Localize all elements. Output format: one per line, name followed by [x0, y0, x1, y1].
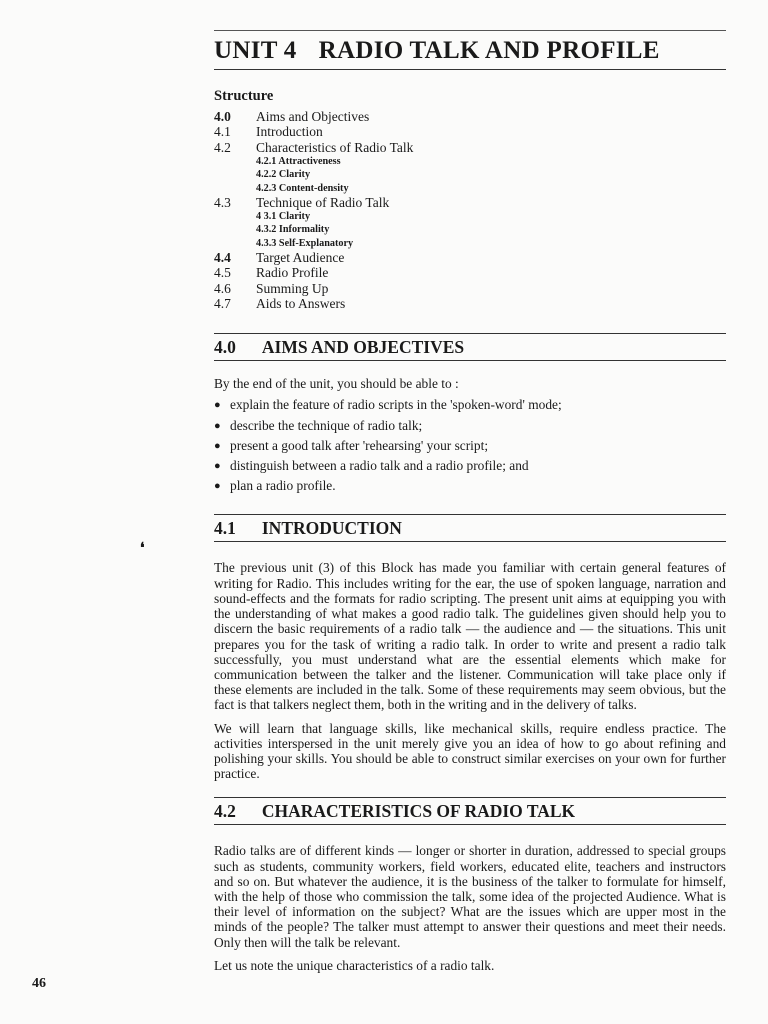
- aims-list: [214, 395, 726, 496]
- bullet-icon: ●: [214, 480, 221, 493]
- structure-subitem: 4.3.3 Self-Explanatory: [256, 237, 354, 249]
- structure-item: [214, 109, 726, 124]
- margin-mark: ❛: [140, 541, 145, 556]
- structure-item-label: Characteristics of Radio Talk: [256, 139, 414, 155]
- list-item: ● describe the technique of radio talk;: [214, 416, 726, 436]
- page-number: 46: [32, 976, 46, 991]
- structure-item: [214, 140, 726, 155]
- section-title: CHARACTERISTICS OF RADIO TALK: [261, 801, 576, 822]
- structure-item-number: 4.2: [214, 139, 231, 155]
- characteristics-body: [214, 843, 726, 973]
- structure-item: [214, 195, 726, 210]
- structure-subitem: 4.3.2 Informality: [256, 224, 330, 236]
- structure-item-label: Summing Up: [256, 280, 329, 296]
- structure-item-label: Aids to Answers: [256, 296, 346, 312]
- introduction-body: [214, 560, 726, 781]
- section-4-1-heading: [214, 514, 726, 542]
- section-number: 4.0: [214, 337, 236, 358]
- paragraph: Radio talks are of different kinds — longer or shorter in duration, addressed to special groups such as students, community workers, field workers, educated elite, teachers and instructors and so on. But whatever the audience, it is the business of the talker to formulate for himself, with the help of those who commission the talk, some idea of the projected Audience. What is their level of information on the subject? What are the issues which are upper most in the minds of the people? The talker must attempt to answer their questions and meet their needs. Only then will the talk be relevant.: [214, 843, 726, 950]
- section-4-0-heading: [214, 333, 726, 361]
- structure-item-label: Introduction: [256, 124, 323, 140]
- structure-item-number: 4.5: [214, 265, 231, 281]
- structure-subitem: 4.2.2 Clarity: [256, 169, 311, 181]
- list-item: ● present a good talk after 'rehearsing' your script;: [214, 436, 726, 456]
- bullet-icon: ●: [214, 460, 221, 473]
- structure-item-number: 4.4: [214, 249, 231, 265]
- structure-list: [214, 109, 726, 311]
- section-title: INTRODUCTION: [261, 518, 402, 539]
- structure-item-label: Aims and Objectives: [256, 109, 370, 124]
- structure-item: [214, 296, 726, 311]
- structure-item: [214, 265, 726, 280]
- bullet-icon: ●: [214, 439, 221, 452]
- structure-subitem: 4.2.3 Content-density: [256, 182, 349, 194]
- structure-item: [214, 124, 726, 139]
- bullet-icon: ●: [214, 399, 221, 412]
- paragraph: We will learn that language skills, like mechanical skills, require endless practice. The activities interspersed in the unit merely give you an idea of how to go about refining and polishing your skills. You should be able to construct similar exercises on your own for further practice.: [214, 720, 726, 782]
- section-number: 4.1: [214, 518, 236, 539]
- structure-item: [214, 281, 726, 296]
- structure-item-number: 4.0: [214, 109, 231, 124]
- paragraph: The previous unit (3) of this Block has made you familiar with certain general features of writing for Radio. This includes writing for the ear, the use of spoken language, narration and sound-effects and the formats for radio scripting. The present unit aims at equipping you with the understanding of what makes a good radio talk. The guidelines given should help you to discern the basic requirements of a radio talk — the audience and — the situations. This unit prepares you for the task of writing a radio talk. In order to write and present a radio talk successfully, you must understand what are the essential elements which make for communication between the talker and the listener. Communication will take place only if these elements are included in the talk. Some of these requirements may seem obvious, but the fact is that talkers neglect them, both in the writing and in the delivery of talks.: [214, 560, 726, 713]
- structure-item-label: Target Audience: [256, 249, 345, 265]
- structure-heading: Structure: [214, 88, 274, 104]
- structure-item-number: 4.6: [214, 280, 231, 296]
- structure-item-number: 4.1: [214, 124, 231, 140]
- page-content: [214, 30, 726, 973]
- section-title: AIMS AND OBJECTIVES: [261, 337, 465, 358]
- aims-lead: By the end of the unit, you should be able to :: [214, 376, 459, 392]
- unit-name: RADIO TALK AND PROFILE: [318, 37, 660, 64]
- structure-item: [214, 250, 726, 265]
- unit-title: [214, 37, 726, 65]
- structure-item-number: 4.7: [214, 296, 231, 312]
- paragraph: Let us note the unique characteristics of a radio talk.: [214, 957, 495, 973]
- unit-number: UNIT 4: [214, 37, 297, 64]
- structure-item-label: Technique of Radio Talk: [256, 194, 390, 210]
- list-item: ● distinguish between a radio talk and a radio profile; and: [214, 456, 726, 476]
- list-item: ● explain the feature of radio scripts in the 'spoken-word' mode;: [214, 395, 726, 415]
- section-number: 4.2: [214, 801, 236, 822]
- structure-subitem: 4.2.1 Attractiveness: [256, 156, 341, 168]
- list-item: ● plan a radio profile.: [214, 476, 726, 496]
- section-4-2-heading: [214, 797, 726, 825]
- structure-item-label: Radio Profile: [256, 265, 329, 281]
- unit-title-rule: [214, 69, 726, 70]
- structure-subitem: 4 3.1 Clarity: [256, 211, 311, 223]
- structure-item-number: 4.3: [214, 194, 231, 210]
- top-rule: [214, 30, 726, 31]
- bullet-icon: ●: [214, 419, 221, 432]
